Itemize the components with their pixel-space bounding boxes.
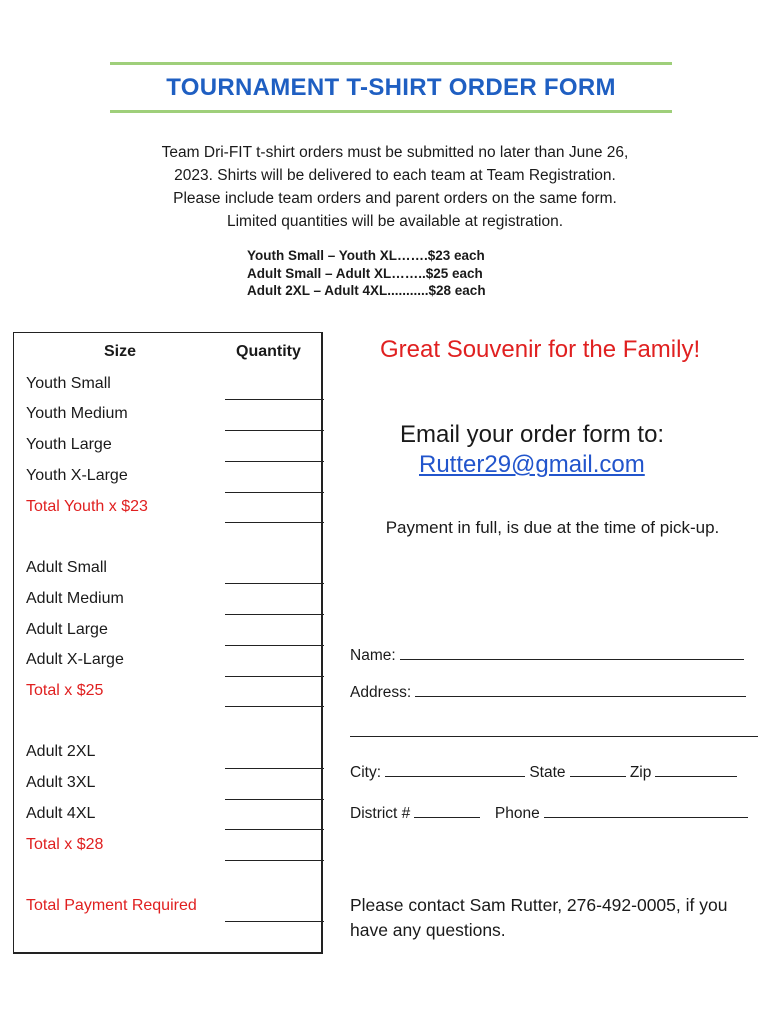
- city-field[interactable]: [385, 762, 525, 777]
- row-label-total-adult: Total x $25: [26, 682, 104, 699]
- payment-note: Payment in full, is due at the time of pick-up.: [385, 518, 720, 537]
- address-field[interactable]: [415, 682, 746, 697]
- quantity-field-total-adult[interactable]: [225, 706, 324, 707]
- city-label: City:: [350, 764, 381, 781]
- city-state-zip-row: [350, 762, 737, 782]
- name-field[interactable]: [400, 645, 744, 660]
- phone-field[interactable]: [544, 803, 748, 818]
- name-label: Name:: [350, 647, 396, 664]
- quantity-field-youth-xlarge[interactable]: [225, 492, 324, 493]
- intro-line: Limited quantities will be available at registration.: [226, 213, 563, 230]
- price-adult: Adult Small – Adult XL……..$25 each: [247, 265, 483, 281]
- title-bottom-rule: [110, 110, 672, 113]
- intro-line: Please include team orders and parent orders on the same form.: [173, 190, 617, 207]
- name-row: [350, 645, 744, 665]
- quantity-field-total-youth[interactable]: [225, 522, 324, 523]
- row-label-adult-2xl: Adult 2XL: [26, 743, 96, 760]
- intro-line: 2023. Shirts will be delivered to each team at Team Registration.: [174, 167, 616, 184]
- price-list: [247, 247, 486, 300]
- row-label-adult-medium: Adult Medium: [26, 590, 124, 607]
- quantity-field-adult-medium[interactable]: [225, 614, 324, 615]
- quantity-field-total-adult-plus[interactable]: [225, 860, 324, 861]
- address-line-2-field[interactable]: [350, 722, 758, 737]
- district-label: District #: [350, 805, 411, 822]
- price-youth: Youth Small – Youth XL…….$23 each: [247, 248, 485, 263]
- quantity-field-adult-large[interactable]: [225, 645, 324, 646]
- title-top-rule: [110, 62, 672, 65]
- row-label-total-adult-plus: Total x $28: [26, 836, 104, 853]
- zip-field[interactable]: [655, 762, 737, 777]
- phone-label: Phone: [494, 805, 540, 822]
- quantity-field-youth-large[interactable]: [225, 461, 324, 462]
- quantity-field-adult-small[interactable]: [225, 583, 324, 584]
- size-column-header: Size: [104, 343, 137, 360]
- quantity-field-youth-small[interactable]: [225, 399, 324, 400]
- state-label: State: [529, 764, 566, 781]
- district-phone-row: [350, 803, 748, 823]
- email-instruction: Email your order form to:: [400, 421, 665, 448]
- quantity-column-header: Quantity: [236, 343, 301, 360]
- row-label-total-youth: Total Youth x $23: [26, 498, 148, 515]
- intro-text: [95, 141, 695, 233]
- address-line-2-row: [350, 722, 758, 742]
- row-label-youth-xlarge: Youth X-Large: [26, 467, 128, 484]
- zip-label: Zip: [629, 764, 652, 781]
- row-label-adult-large: Adult Large: [26, 621, 108, 638]
- email-link[interactable]: Rutter29@gmail.com: [419, 451, 645, 478]
- state-field[interactable]: [570, 762, 626, 777]
- address-row: [350, 682, 746, 702]
- address-label: Address:: [350, 684, 412, 701]
- souvenir-heading: Great Souvenir for the Family!: [380, 336, 701, 363]
- district-field[interactable]: [414, 803, 480, 818]
- quantity-field-youth-medium[interactable]: [225, 430, 324, 431]
- row-label-youth-medium: Youth Medium: [26, 405, 128, 422]
- quantity-field-adult-4xl[interactable]: [225, 829, 324, 830]
- form-title: TOURNAMENT T-SHIRT ORDER FORM: [166, 74, 616, 101]
- price-adult-plus: Adult 2XL – Adult 4XL...........$28 each: [247, 283, 486, 298]
- row-label-youth-small: Youth Small: [26, 375, 111, 392]
- row-label-adult-4xl: Adult 4XL: [26, 805, 96, 822]
- order-table: [13, 332, 323, 954]
- row-label-total-payment: Total Payment Required: [26, 897, 197, 914]
- contact-note: Please contact Sam Rutter, 276-492-0005, if you have any questions.: [350, 895, 728, 940]
- row-label-youth-large: Youth Large: [26, 436, 112, 453]
- row-label-adult-small: Adult Small: [26, 559, 107, 576]
- quantity-field-adult-3xl[interactable]: [225, 799, 324, 800]
- quantity-field-total-payment[interactable]: [225, 921, 324, 922]
- row-label-adult-xlarge: Adult X-Large: [26, 651, 124, 668]
- quantity-field-adult-xlarge[interactable]: [225, 676, 324, 677]
- intro-line: Team Dri-FIT t-shirt orders must be submitted no later than June 26,: [161, 144, 629, 161]
- quantity-field-adult-2xl[interactable]: [225, 768, 324, 769]
- row-label-adult-3xl: Adult 3XL: [26, 774, 96, 791]
